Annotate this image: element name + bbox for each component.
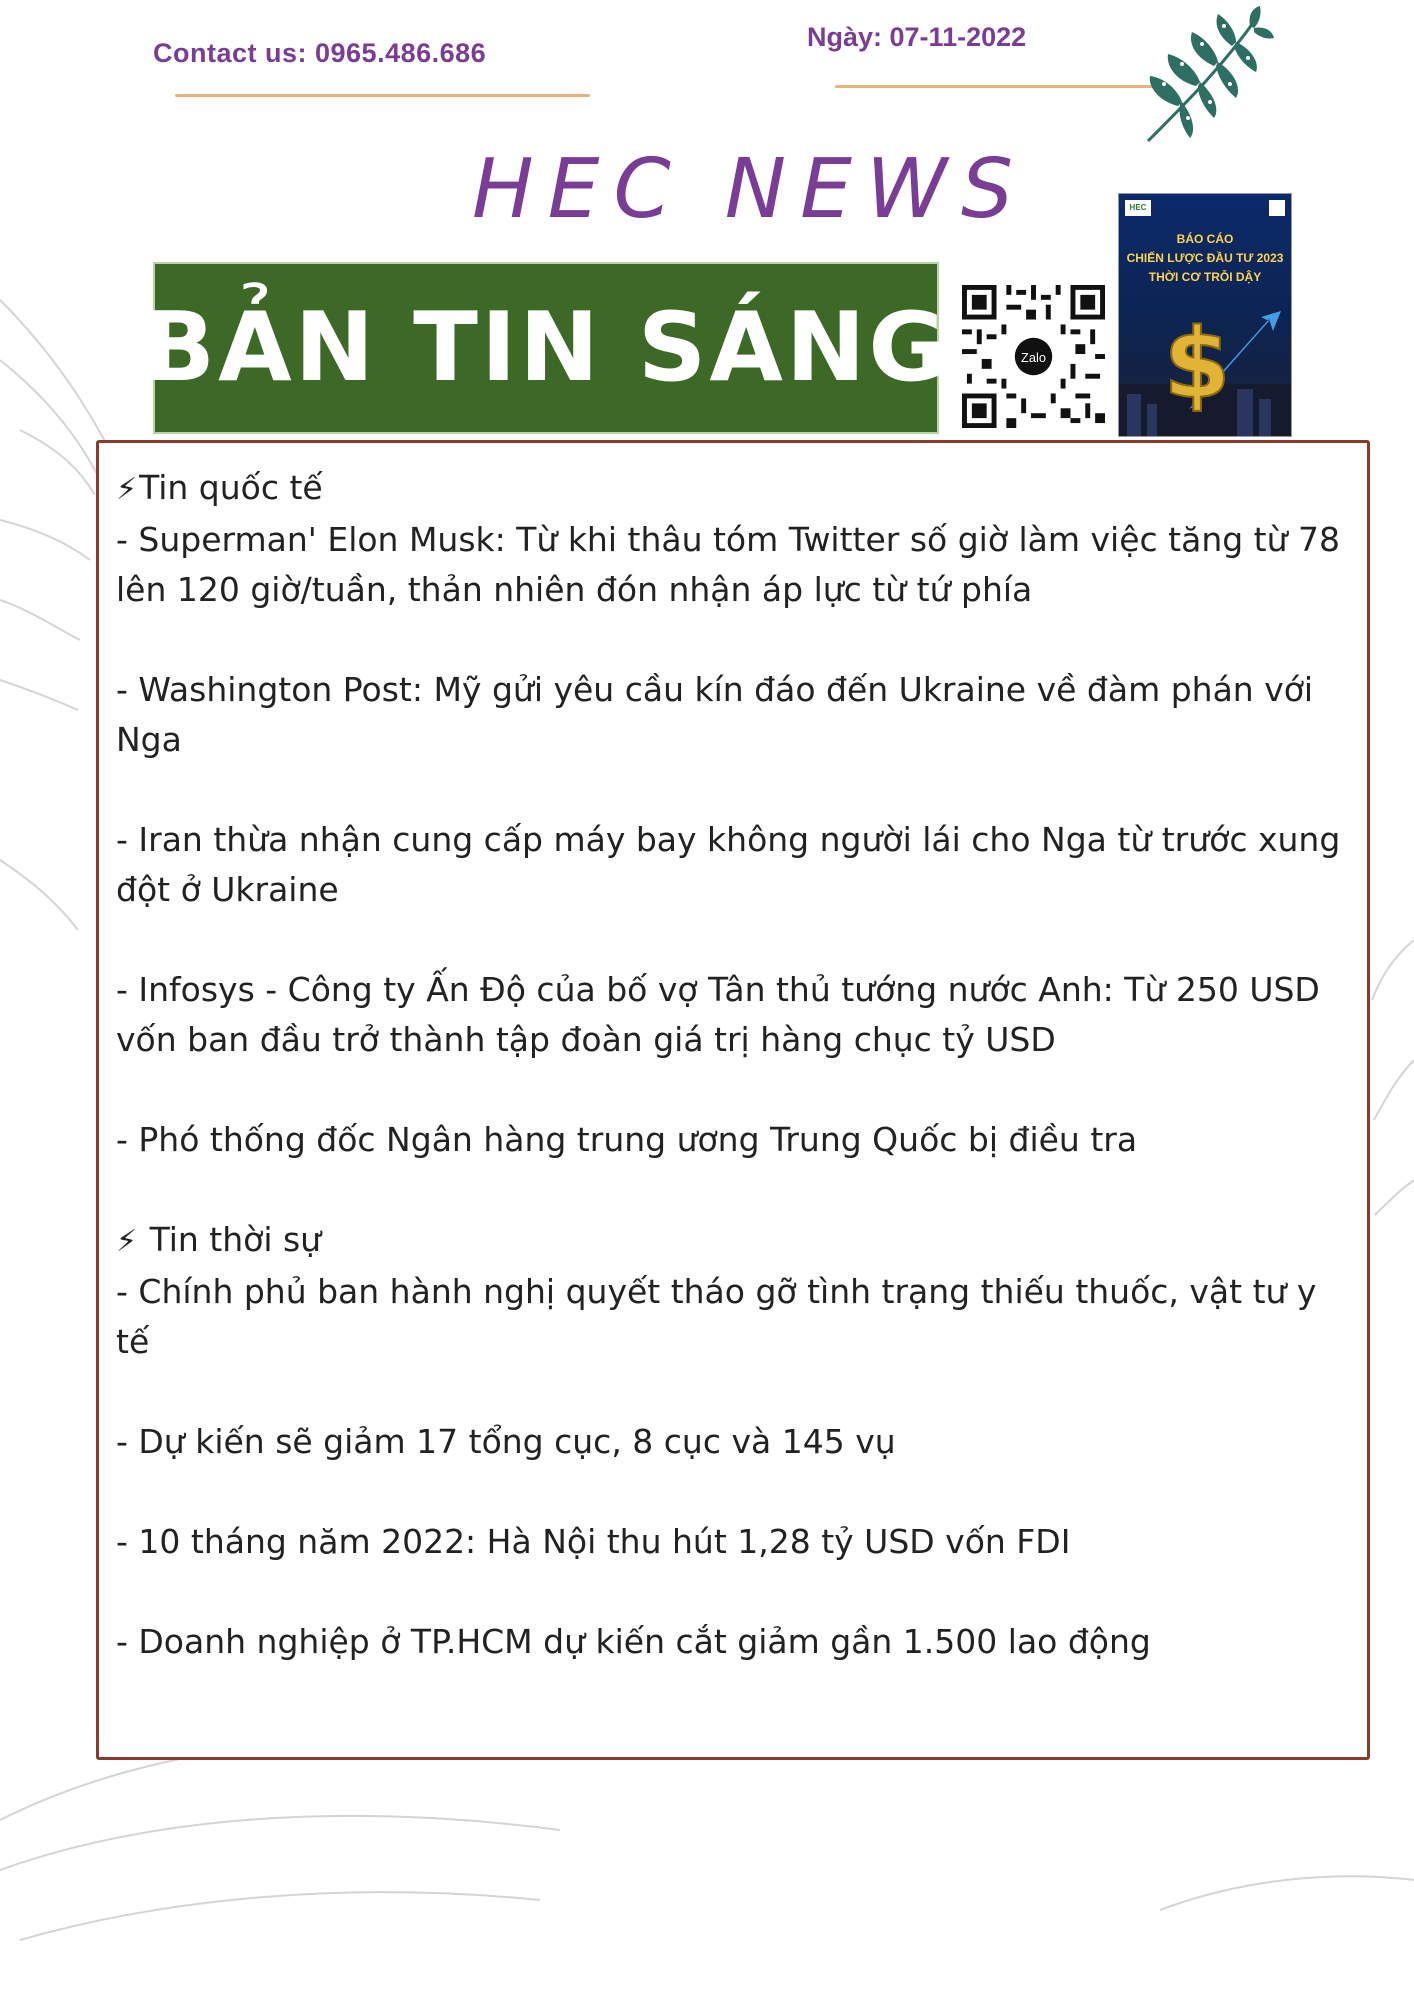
news-item: - Phó thống đốc Ngân hàng trung ương Trung Quốc bị điều tra — [116, 1120, 1138, 1159]
lightning-icon: ⚡ — [116, 472, 138, 507]
issue-date: Ngày: 07-11-2022 — [807, 22, 1027, 52]
poster-title — [1119, 230, 1291, 287]
news-item: - Infosys - Công ty Ấn Độ của bố vợ Tân thủ tướng nước Anh: Từ 250 USD vốn ban đầu trở thành tập đoàn giá trị hàng chục tỷ USD — [116, 970, 1320, 1059]
dollar-symbol: $ — [1163, 308, 1231, 420]
strategy-report-poster[interactable] — [1118, 193, 1292, 437]
palm-leaf-icon — [1138, 6, 1278, 146]
zalo-label: Zalo — [1021, 349, 1046, 365]
date-underline — [835, 85, 1165, 88]
news-content — [116, 463, 1356, 1717]
poster-line-1: BÁO CÁO — [1176, 232, 1234, 246]
morning-news-banner — [142, 262, 950, 434]
brand-title: HEC NEWS — [472, 142, 1028, 237]
news-item: - 10 tháng năm 2022: Hà Nội thu hút 1,28 tỷ USD vốn FDI — [116, 1522, 1071, 1561]
news-item: - Chính phủ ban hành nghị quyết tháo gỡ tình trạng thiếu thuốc, vật tư y tế — [116, 1272, 1317, 1361]
poster-line-3: THỜI CƠ TRỖI DẬY — [1148, 270, 1262, 284]
poster-dollar-art — [1119, 289, 1291, 436]
zalo-qr-code[interactable] — [962, 285, 1105, 428]
lightning-icon: ⚡ — [116, 1224, 138, 1259]
news-item: - Iran thừa nhận cung cấp máy bay không người lái cho Nga từ trước xung đột ở Ukraine — [116, 820, 1341, 909]
poster-brand-logo: HEC — [1125, 200, 1151, 216]
section-heading-current-affairs — [116, 1215, 1356, 1267]
section-heading-current-affairs-label: Tin thời sự — [139, 1220, 322, 1259]
contact-info: Contact us: 0965.486.686 — [153, 38, 487, 68]
news-content-box — [96, 440, 1370, 1760]
news-item: - Washington Post: Mỹ gửi yêu cầu kín đáo đến Ukraine về đàm phán với Nga — [116, 670, 1314, 759]
news-item: - Doanh nghiệp ở TP.HCM dự kiến cắt giảm gần 1.500 lao động — [116, 1622, 1151, 1661]
news-item: - Superman' Elon Musk: Từ khi thâu tóm Twitter số giờ làm việc tăng từ 78 lên 120 giờ/tuần, thản nhiên đón nhận áp lực từ tứ phía — [116, 520, 1341, 609]
banner-title: BẢN TIN SÁNG — [142, 293, 950, 403]
poster-line-2: CHIẾN LƯỢC ĐẦU TƯ 2023 — [1126, 251, 1284, 265]
poster-qr-icon — [1269, 200, 1285, 216]
news-item: - Dự kiến sẽ giảm 17 tổng cục, 8 cục và 145 vụ — [116, 1422, 896, 1461]
section-heading-international-label: Tin quốc tế — [139, 468, 323, 507]
section-heading-international — [116, 463, 1356, 515]
contact-underline — [175, 94, 590, 97]
